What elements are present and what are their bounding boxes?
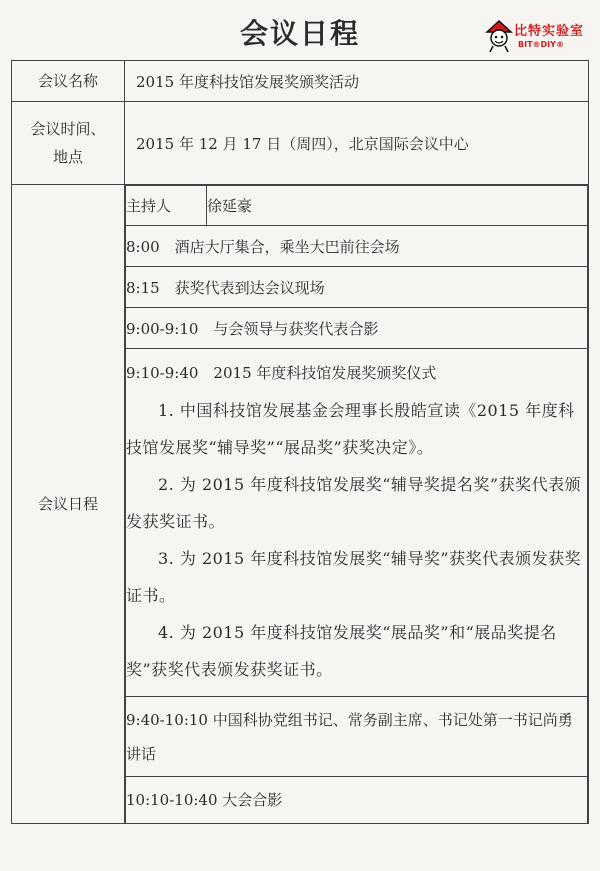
agenda-table (11, 60, 589, 824)
agenda-item (126, 349, 588, 697)
time-place-value: 2015 年 12 月 17 日（周四），北京国际会议中心 (125, 102, 589, 185)
agenda-item-3: 9:00-9:10 与会领导与获奖代表合影 (126, 308, 588, 349)
page-title: 会议日程 (239, 17, 360, 50)
agenda-item (126, 308, 588, 349)
time-place-label (12, 102, 125, 185)
time-place-row (12, 102, 589, 185)
agenda-row (12, 185, 589, 824)
agenda-item (126, 226, 588, 267)
agenda-content (125, 185, 589, 824)
agenda-label: 会议日程 (12, 185, 125, 824)
ceremony-step-4: 4. 为 2015 年度科技馆发展奖“展品奖”和“展品奖提名奖”获奖代表颁发获奖证书。 (126, 623, 557, 679)
agenda-item (126, 267, 588, 308)
ceremony-step-1: 1. 中国科技馆发展基金会理事长殷皓宣读《2015 年度科技馆发展奖“辅导奖”“展品奖”获奖决定》。 (126, 401, 575, 457)
host-name: 徐延豪 (207, 186, 588, 226)
meeting-name-row (12, 61, 589, 102)
host-label: 主持人 (126, 186, 207, 226)
time-place-label-line2: 地点 (52, 148, 83, 166)
agenda-item-4 (126, 349, 588, 697)
time-place-label-line1: 会议时间、 (30, 119, 106, 138)
agenda-item-5: 9:40-10:10 中国科协党组书记、常务副主席、书记处第一书记尚勇讲话 (126, 697, 588, 777)
mascot-icon (484, 18, 514, 54)
ceremony-step-3: 3. 为 2015 年度科技馆发展奖“辅导奖”获奖代表颁发获奖证书。 (126, 549, 582, 605)
logo (484, 18, 584, 58)
agenda-item-2: 8:15 获奖代表到达会议现场 (126, 267, 588, 308)
ceremony-step-2: 2. 为 2015 年度科技馆发展奖“辅导奖提名奖”获奖代表颁发获奖证书。 (126, 475, 582, 531)
agenda-item (126, 777, 588, 823)
host-row (126, 186, 588, 226)
meeting-name-label: 会议名称 (12, 61, 125, 102)
ceremony-title: 9:10-9:40 2015 年度科技馆发展奖颁奖仪式 (126, 364, 437, 382)
agenda-item (126, 697, 588, 777)
meeting-name-value: 2015 年度科技馆发展奖颁奖活动 (125, 61, 589, 102)
agenda-items (125, 185, 588, 823)
agenda-item-1: 8:00 酒店大厅集合，乘坐大巴前往会场 (126, 226, 588, 267)
logo-text: 比特实验室 (514, 24, 585, 39)
agenda-item-6: 10:10-10:40 大会合影 (126, 777, 588, 823)
logo-subtext: BIT®DIY® (518, 40, 564, 49)
